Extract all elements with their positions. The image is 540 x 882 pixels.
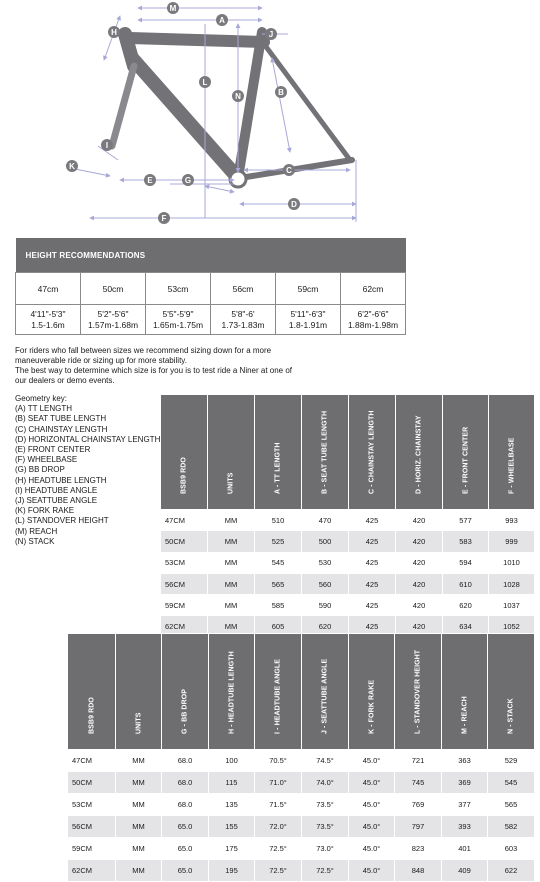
svg-text:E: E	[147, 176, 153, 185]
table-cell: 605	[255, 616, 302, 637]
badge-d	[288, 198, 300, 210]
frame-geometry-diagram	[0, 0, 540, 232]
table-cell: 175	[209, 838, 255, 860]
size-cell: 53cm	[146, 273, 211, 305]
table-cell: 993	[489, 510, 535, 531]
table-cell: 420	[396, 595, 443, 616]
table-cell: 745	[395, 772, 442, 794]
table-cell: 70.5°	[255, 750, 302, 772]
table-row	[68, 838, 535, 860]
column-header: B - SEAT TUBE LENGTH	[302, 395, 349, 510]
seat-tube	[238, 32, 262, 178]
table-row	[68, 772, 535, 794]
geometry-key-item: (E) FRONT CENTER	[15, 445, 91, 455]
table-cell: 1028	[489, 573, 535, 594]
table-cell: 72.5°	[302, 860, 349, 882]
height-range-cell: 5'8"-6' 1.73-1.83m	[211, 305, 276, 335]
table-cell: MM	[208, 616, 255, 637]
column-header: UNITS	[208, 395, 255, 510]
badge-h	[108, 26, 120, 38]
svg-text:I: I	[105, 141, 109, 150]
size-cell: 50cm	[81, 273, 146, 305]
table-cell: 769	[395, 794, 442, 816]
table-cell: 74.0°	[302, 772, 349, 794]
table-cell: 135	[209, 794, 255, 816]
table-cell: MM	[116, 750, 162, 772]
svg-text:C: C	[286, 166, 292, 175]
table-cell: 401	[442, 838, 488, 860]
size-label-cell: 62CM	[161, 616, 208, 637]
table-cell: 848	[395, 860, 442, 882]
size-label-cell: 47CM	[68, 750, 116, 772]
geometry-key-item: (D) HORIZONTAL CHAINSTAY LENGTH	[15, 434, 161, 444]
table-cell: 420	[396, 573, 443, 594]
sizing-note: For riders who fall between sizes we recommend sizing down for a more maneuverable ride or sizing up for more stability. The best way to determine which size is for you is to test ride a Niner at one of our dealers or demo events.	[15, 346, 293, 385]
table-cell: 425	[349, 552, 396, 573]
column-header: UNITS	[116, 634, 162, 750]
table-cell: 115	[209, 772, 255, 794]
size-cell: 56cm	[211, 273, 276, 305]
svg-text:K: K	[69, 162, 75, 171]
svg-text:M: M	[169, 4, 177, 13]
size-label-cell: 50CM	[161, 531, 208, 552]
size-label-cell: 47CM	[161, 510, 208, 531]
table-cell: 195	[209, 860, 255, 882]
svg-text:J: J	[268, 30, 274, 39]
size-row	[16, 273, 406, 305]
table-cell: 68.0	[162, 750, 209, 772]
table-cell: 72.5°	[255, 838, 302, 860]
table-row	[68, 794, 535, 816]
svg-text:D: D	[291, 200, 297, 209]
table-cell: 529	[488, 750, 535, 772]
table-cell: 603	[488, 838, 535, 860]
badge-j	[265, 28, 277, 40]
table-cell: MM	[208, 552, 255, 573]
table-cell: 425	[349, 510, 396, 531]
table-cell: 73.0°	[302, 838, 349, 860]
seat-stay	[264, 44, 350, 160]
geometry-key-item: (F) WHEELBASE	[15, 455, 78, 465]
table-cell: 45.0°	[349, 860, 395, 882]
table-row	[68, 860, 535, 882]
geometry-key-item: (L) STANDOVER HEIGHT	[15, 516, 109, 526]
table-cell: MM	[208, 531, 255, 552]
geometry-key-item: (J) SEATTUBE ANGLE	[15, 496, 98, 506]
table-cell: 425	[349, 595, 396, 616]
table-row	[68, 750, 535, 772]
column-header: E - FRONT CENTER	[443, 395, 489, 510]
table-cell: 634	[443, 616, 489, 637]
geometry-key	[15, 394, 160, 547]
table-cell: 525	[255, 531, 302, 552]
table-cell: 500	[302, 531, 349, 552]
table-cell: 577	[443, 510, 489, 531]
table-cell: MM	[208, 595, 255, 616]
table-cell: 560	[302, 573, 349, 594]
table-cell: MM	[116, 860, 162, 882]
table-cell: 425	[349, 531, 396, 552]
size-label-cell: 50CM	[68, 772, 116, 794]
geometry-key-title: Geometry key:	[15, 394, 68, 403]
geometry-key-item: (C) CHAINSTAY LENGTH	[15, 424, 108, 434]
table-cell: 45.0°	[349, 838, 395, 860]
table-cell: 1010	[489, 552, 535, 573]
table-cell: 363	[442, 750, 488, 772]
height-range-cell: 5'11"-6'3" 1.8-1.91m	[276, 305, 341, 335]
table-cell: 393	[442, 816, 488, 838]
table-cell: 45.0°	[349, 750, 395, 772]
table-cell: 594	[443, 552, 489, 573]
badge-n	[232, 90, 244, 102]
column-header: J - SEATTUBE ANGLE	[302, 634, 349, 750]
table-cell: 420	[396, 552, 443, 573]
height-range-row	[16, 305, 406, 335]
size-label-cell: 59CM	[68, 838, 116, 860]
svg-text:H: H	[111, 28, 117, 37]
table-cell: 65.0	[162, 860, 209, 882]
column-header: D - HORIZ. CHAINSTAY	[396, 395, 443, 510]
table-cell: 583	[443, 531, 489, 552]
size-cell: 62cm	[341, 273, 406, 305]
bottom-bracket	[230, 171, 246, 187]
size-label-cell: 59CM	[161, 595, 208, 616]
table-cell: 425	[349, 573, 396, 594]
height-range-cell: 5'2"-5'6" 1.57m-1.68m	[81, 305, 146, 335]
table-cell: 620	[302, 616, 349, 637]
table-row	[161, 552, 535, 573]
table-cell: 545	[255, 552, 302, 573]
table-row	[161, 531, 535, 552]
table-cell: MM	[116, 772, 162, 794]
table-cell: 74.5°	[302, 750, 349, 772]
table-cell: 420	[396, 510, 443, 531]
geometry-key-item: (A) TT LENGTH	[15, 404, 73, 414]
table-cell: 565	[488, 794, 535, 816]
table-cell: 425	[349, 616, 396, 637]
table-cell: 1037	[489, 595, 535, 616]
table-cell: 1052	[489, 616, 535, 637]
column-header: N - STACK	[488, 634, 535, 750]
table-cell: 582	[488, 816, 535, 838]
table-cell: 470	[302, 510, 349, 531]
bike-frame	[112, 32, 352, 187]
table-cell: 620	[443, 595, 489, 616]
badge-a	[216, 14, 228, 26]
table-cell: 65.0	[162, 838, 209, 860]
down-tube	[132, 58, 238, 178]
table-cell: 65.0	[162, 816, 209, 838]
svg-text:G: G	[184, 176, 192, 185]
column-header: A - TT LENGTH	[255, 395, 302, 510]
height-range-cell: 4'11"-5'3" 1.5-1.6m	[16, 305, 81, 335]
table-cell: 45.0°	[349, 816, 395, 838]
geometry-key-item: (K) FORK RAKE	[15, 506, 75, 516]
table-cell: 45.0°	[349, 772, 395, 794]
svg-text:N: N	[235, 92, 241, 101]
table-cell: 590	[302, 595, 349, 616]
table-cell: 369	[442, 772, 488, 794]
size-cell: 47cm	[16, 273, 81, 305]
table-cell: 545	[488, 772, 535, 794]
column-header: M - REACH	[442, 634, 488, 750]
chain-stay	[240, 160, 352, 178]
geometry-key-item: (I) HEADTUBE ANGLE	[15, 485, 98, 495]
table-cell: 420	[396, 531, 443, 552]
geometry-table-2	[67, 633, 535, 882]
table-cell: 71.5°	[255, 794, 302, 816]
column-header: C - CHAINSTAY LENGTH	[349, 395, 396, 510]
table-cell: 420	[396, 616, 443, 637]
table-cell: 71.0°	[255, 772, 302, 794]
table-cell: MM	[116, 838, 162, 860]
column-header: I - HEADTUBE ANGLE	[255, 634, 302, 750]
table-cell: 377	[442, 794, 488, 816]
table-cell: 721	[395, 750, 442, 772]
badge-m	[167, 2, 179, 14]
badge-b	[275, 86, 287, 98]
table-cell: 68.0	[162, 794, 209, 816]
svg-text:F: F	[161, 214, 167, 223]
height-recommendations-title: HEIGHT RECOMMENDATIONS	[16, 238, 406, 273]
table-row	[161, 595, 535, 616]
table-cell: 565	[255, 573, 302, 594]
table-cell: 530	[302, 552, 349, 573]
column-header: F - WHEELBASE	[489, 395, 535, 510]
svg-text:B: B	[278, 88, 284, 97]
table-cell: 73.5°	[302, 794, 349, 816]
table-cell: 999	[489, 531, 535, 552]
table-cell: 409	[442, 860, 488, 882]
column-header: BSB9 RDO	[68, 634, 116, 750]
height-range-cell: 6'2"-6'6" 1.88m-1.98m	[341, 305, 406, 335]
table-cell: MM	[116, 794, 162, 816]
column-header: G - BB DROP	[162, 634, 209, 750]
geometry-key-item: (H) HEADTUBE LENGTH	[15, 475, 107, 485]
badge-i	[101, 139, 113, 151]
table-cell: 510	[255, 510, 302, 531]
badge-k	[66, 160, 78, 172]
size-label-cell: 56CM	[161, 573, 208, 594]
badge-l	[199, 76, 211, 88]
svg-text:L: L	[202, 78, 208, 87]
table-row	[161, 573, 535, 594]
table-cell: 797	[395, 816, 442, 838]
table-cell: 622	[488, 860, 535, 882]
table-cell: 73.5°	[302, 816, 349, 838]
height-recommendations-table	[15, 238, 406, 335]
table-cell: MM	[208, 573, 255, 594]
table-cell: 45.0°	[349, 794, 395, 816]
geometry-key-item: (B) SEAT TUBE LENGTH	[15, 414, 107, 424]
column-header: K - FORK RAKE	[349, 634, 395, 750]
table-cell: 100	[209, 750, 255, 772]
fork	[112, 66, 134, 146]
badge-e	[144, 174, 156, 186]
table-cell: 72.0°	[255, 816, 302, 838]
height-range-cell: 5'5"-5'9" 1.65m-1.75m	[146, 305, 211, 335]
table-cell: 610	[443, 573, 489, 594]
table-row	[161, 510, 535, 531]
table-cell: MM	[208, 510, 255, 531]
table-cell: 823	[395, 838, 442, 860]
table-cell: MM	[116, 816, 162, 838]
badge-c	[283, 164, 295, 176]
column-header: BSB9 RDO	[161, 395, 208, 510]
column-header: H - HEADTUBE LENGTH	[209, 634, 255, 750]
size-label-cell: 53CM	[68, 794, 116, 816]
badge-f	[158, 212, 170, 224]
size-label-cell: 62CM	[68, 860, 116, 882]
table-cell: 68.0	[162, 772, 209, 794]
svg-text:A: A	[219, 16, 225, 25]
top-tube	[130, 38, 264, 42]
table-cell: 155	[209, 816, 255, 838]
geometry-key-item: (M) REACH	[15, 526, 58, 536]
column-header: L - STANDOVER HEIGHT	[395, 634, 442, 750]
size-label-cell: 56CM	[68, 816, 116, 838]
size-label-cell: 53CM	[161, 552, 208, 573]
size-cell: 59cm	[276, 273, 341, 305]
geometry-key-item: (N) STACK	[15, 536, 55, 546]
table-row	[68, 816, 535, 838]
table-cell: 72.5°	[255, 860, 302, 882]
geometry-table-1	[160, 394, 535, 638]
table-cell: 585	[255, 595, 302, 616]
badge-g	[182, 174, 194, 186]
geometry-key-item: (G) BB DROP	[15, 465, 65, 475]
